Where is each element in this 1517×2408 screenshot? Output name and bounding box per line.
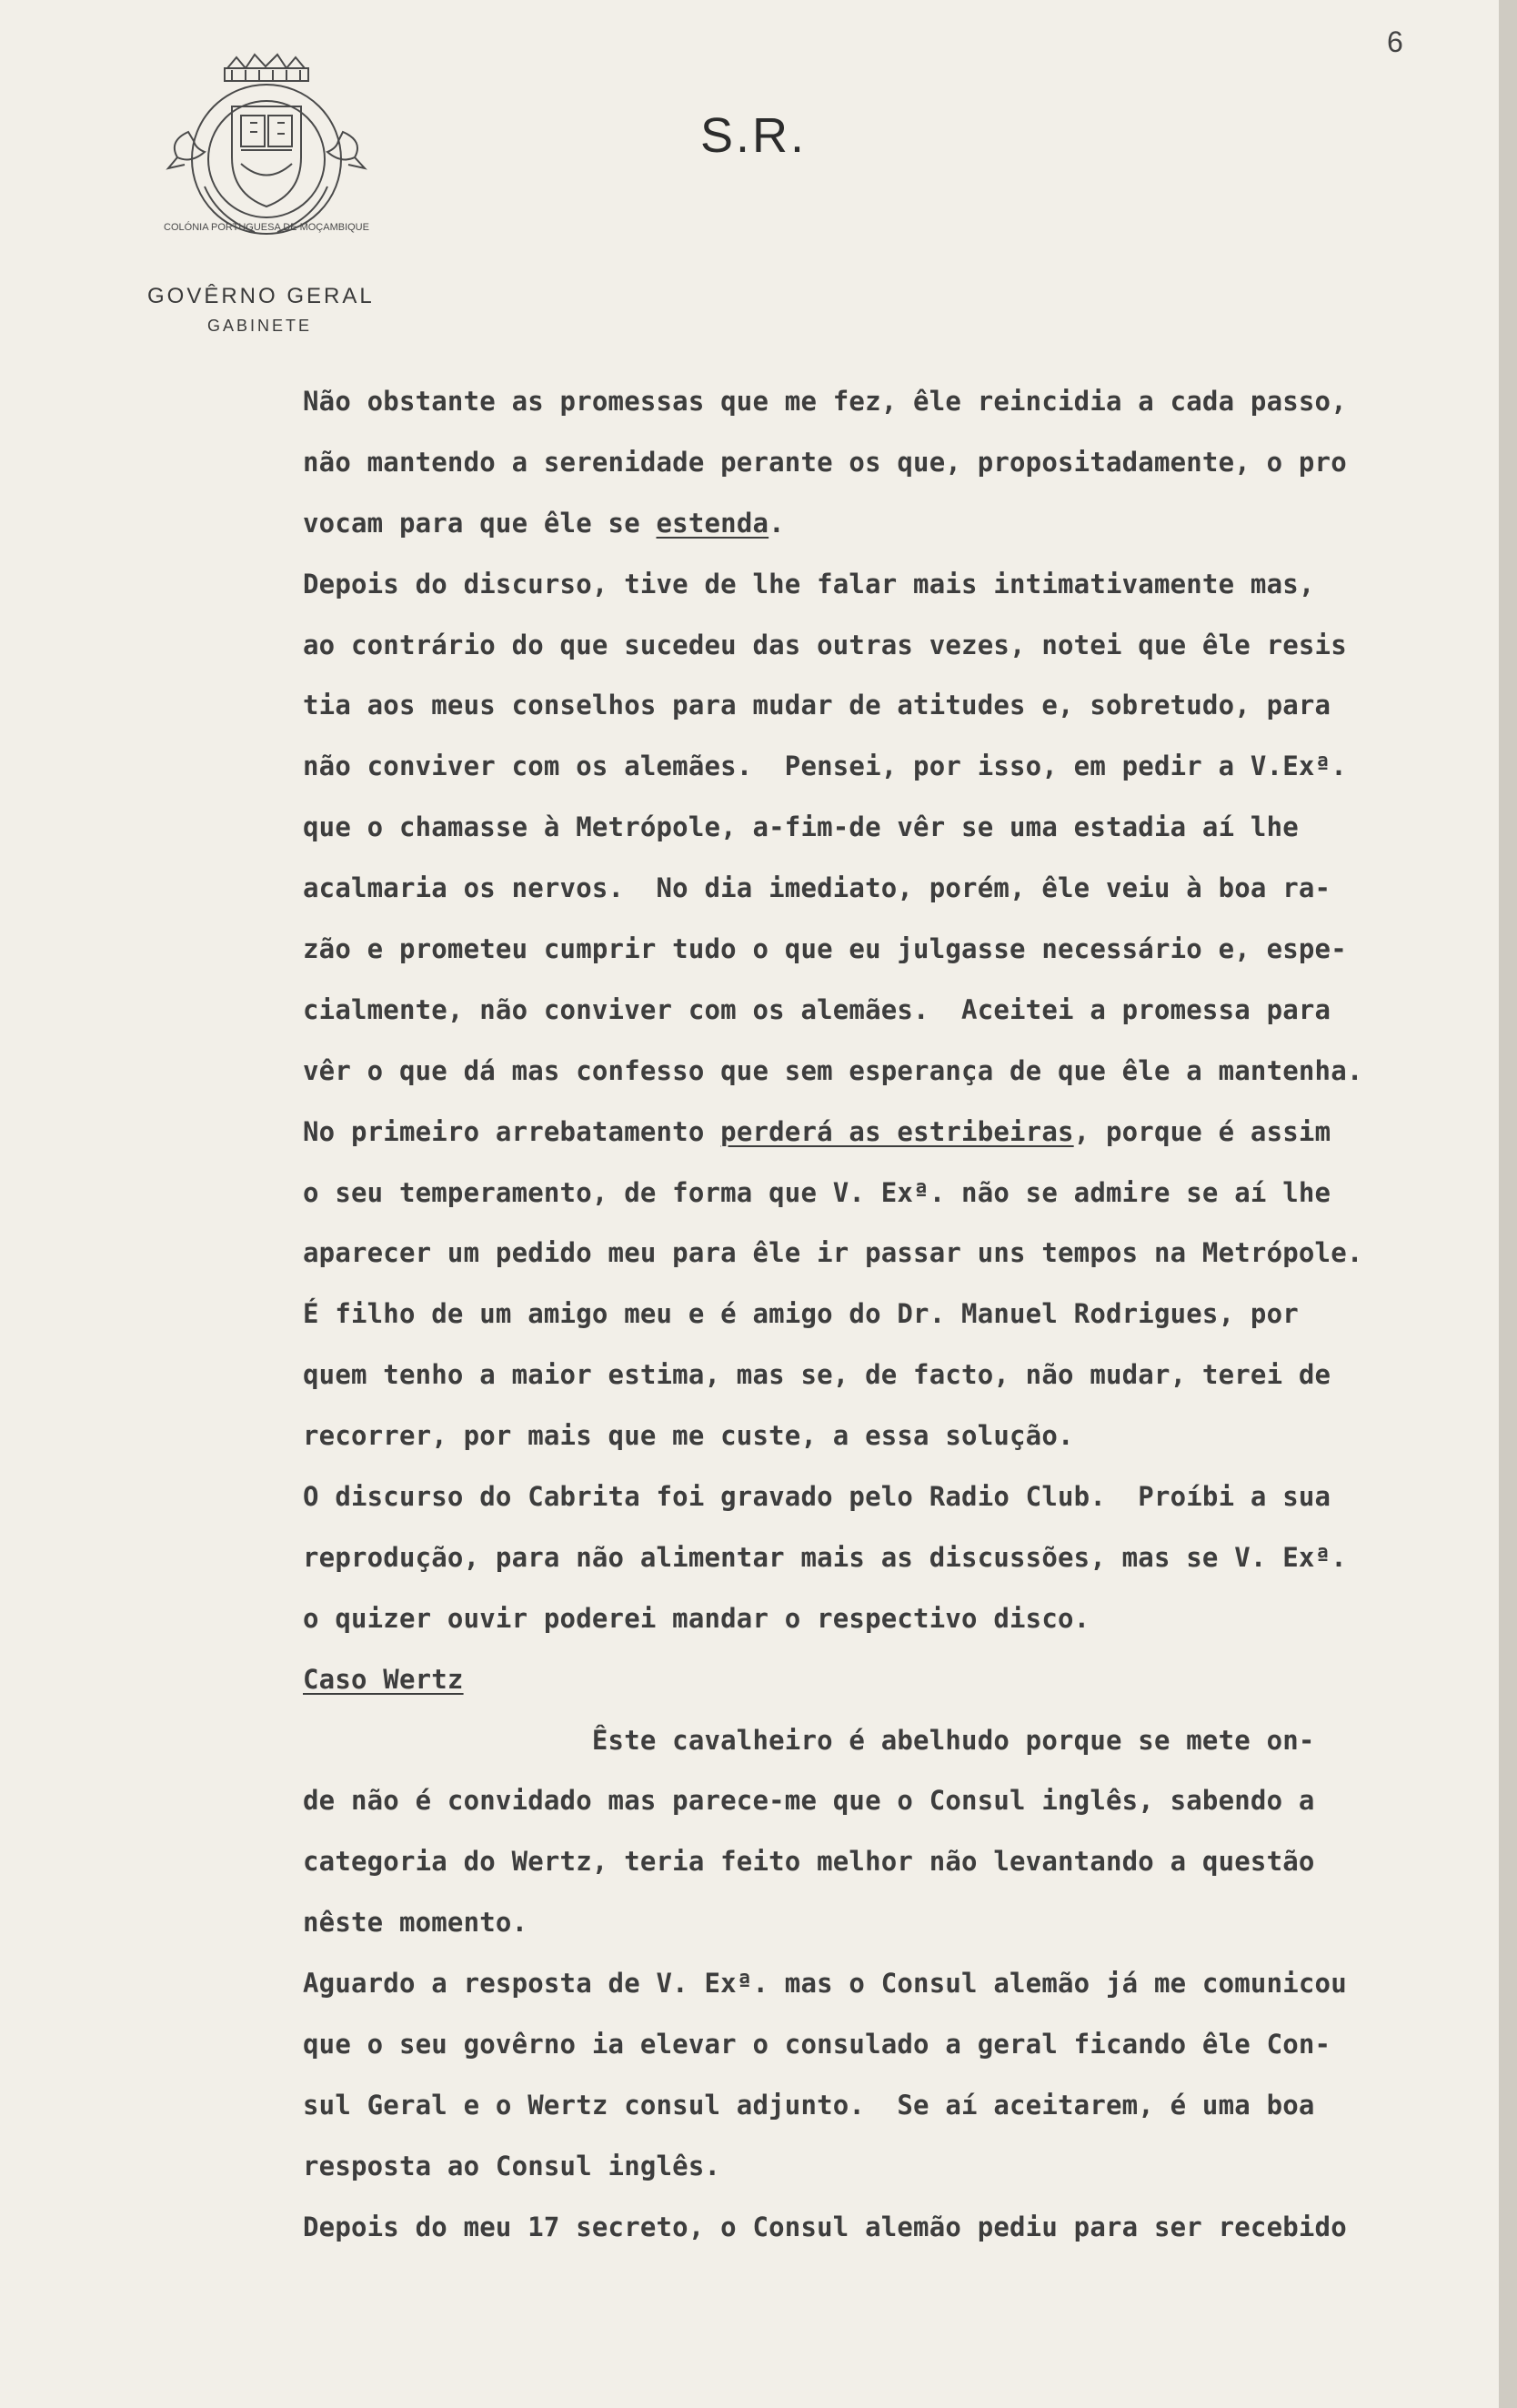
text-segment: nêste momento. — [303, 1907, 528, 1939]
text-line — [303, 1041, 1485, 1102]
text-segment: recorrer, por mais que me custe, a essa solução. — [303, 1420, 1074, 1452]
text-segment: Êste cavalheiro é abelhudo porque se mete on- — [303, 1724, 1315, 1756]
text-line — [303, 1345, 1485, 1406]
coat-of-arms-seal-icon — [141, 50, 391, 268]
text-segment: , porque é assim — [1073, 1115, 1331, 1147]
text-line — [303, 1953, 1485, 2014]
page-edge — [1499, 0, 1517, 2408]
text-segment: vêr o que dá mas confesso que sem esperança de que êle a mantenha. — [303, 1054, 1363, 1086]
underlined-text: estenda — [656, 507, 769, 539]
text-segment: reprodução, para não alimentar mais as discussões, mas se V. Exª. — [303, 1541, 1347, 1573]
text-segment: Não obstante as promessas que me fez, êle reincidia a cada passo, — [303, 386, 1347, 417]
text-line — [303, 2075, 1485, 2136]
text-segment: o seu temperamento, de forma que V. Exª. não se admire se aí lhe — [303, 1176, 1331, 1208]
department-name: GABINETE — [207, 317, 313, 335]
text-line — [303, 2197, 1485, 2258]
text-line — [303, 1892, 1485, 1953]
text-line — [303, 554, 1485, 615]
text-segment: Aguardo a resposta de V. Exª. mas o Consul alemão já me comunicou — [303, 1968, 1347, 2000]
text-segment: No primeiro arrebatamento — [303, 1115, 721, 1147]
text-segment: Depois do meu 17 secreto, o Consul alemão pediu para ser recebido — [303, 2211, 1347, 2242]
underlined-text: perderá as estribeiras — [720, 1115, 1074, 1147]
text-line — [303, 615, 1485, 676]
text-line — [303, 1466, 1485, 1527]
text-line — [303, 2136, 1485, 2197]
text-line — [303, 432, 1485, 493]
seal-text: COLÓNIA PORTUGUESA DE MOÇAMBIQUE — [164, 222, 369, 233]
text-segment: não mantendo a serenidade perante os que, propositadamente, o pro — [303, 446, 1347, 478]
text-line — [303, 1284, 1485, 1345]
document-title: S.R. — [700, 108, 808, 163]
text-segment: quem tenho a maior estima, mas se, de facto, não mudar, terei de — [303, 1359, 1331, 1391]
text-segment: tia aos meus conselhos para mudar de atitudes e, sobretudo, para — [303, 690, 1331, 721]
text-segment: categoria do Wertz, teria feito melhor não levantando a questão — [303, 1846, 1315, 1878]
text-line — [303, 797, 1485, 858]
text-segment: É filho de um amigo meu e é amigo do Dr. Manuel Rodrigues, por — [303, 1298, 1299, 1330]
text-line — [303, 1406, 1485, 1466]
text-segment: que o seu govêrno ia elevar o consulado a geral ficando êle Con- — [303, 2029, 1331, 2060]
text-line — [303, 1710, 1485, 1771]
text-line — [303, 919, 1485, 980]
text-line — [303, 1588, 1485, 1649]
text-segment: de não é convidado mas parece-me que o Consul inglês, sabendo a — [303, 1785, 1315, 1817]
text-segment: cialmente, não conviver com os alemães. Aceitei a promessa para — [303, 993, 1331, 1025]
typed-letter-body — [303, 371, 1485, 2258]
text-segment: zão e prometeu cumprir tudo o que eu julgasse necessário e, espe- — [303, 933, 1347, 965]
text-line — [303, 1102, 1485, 1163]
text-segment: acalmaria os nervos. No dia imediato, porém, êle veiu à boa ra- — [303, 872, 1331, 904]
text-segment: aparecer um pedido meu para êle ir passar uns tempos na Metrópole. — [303, 1237, 1363, 1269]
text-line — [303, 1163, 1485, 1224]
text-segment: o quizer ouvir poderei mandar o respectivo disco. — [303, 1602, 1090, 1634]
text-line — [303, 858, 1485, 919]
text-line — [303, 371, 1485, 432]
text-line — [303, 1527, 1485, 1588]
text-segment: O discurso do Cabrita foi gravado pelo Radio Club. Proíbi a sua — [303, 1481, 1331, 1513]
text-line — [303, 1649, 1485, 1710]
organization-name: GOVÊRNO GERAL — [147, 284, 375, 308]
underlined-text: Caso Wertz — [303, 1663, 464, 1695]
text-line — [303, 736, 1485, 797]
text-segment: ao contrário do que sucedeu das outras vezes, notei que êle resis — [303, 629, 1347, 660]
text-line — [303, 493, 1485, 554]
text-line — [303, 1831, 1485, 1892]
text-segment: que o chamasse à Metrópole, a-fim-de vêr se uma estadia aí lhe — [303, 811, 1299, 843]
text-segment: sul Geral e o Wertz consul adjunto. Se aí aceitarem, é uma boa — [303, 2089, 1315, 2121]
text-line — [303, 1770, 1485, 1831]
text-line — [303, 675, 1485, 736]
text-segment: vocam para que êle se — [303, 507, 657, 539]
text-line — [303, 2014, 1485, 2075]
page-number: 6 — [1387, 25, 1403, 58]
text-segment: Depois do discurso, tive de lhe falar mais intimativamente mas, — [303, 568, 1315, 599]
text-line — [303, 1223, 1485, 1284]
text-segment: resposta ao Consul inglês. — [303, 2150, 721, 2181]
text-segment: não conviver com os alemães. Pensei, por isso, em pedir a V.Exª. — [303, 751, 1347, 782]
text-line — [303, 980, 1485, 1041]
text-segment: . — [769, 507, 785, 539]
